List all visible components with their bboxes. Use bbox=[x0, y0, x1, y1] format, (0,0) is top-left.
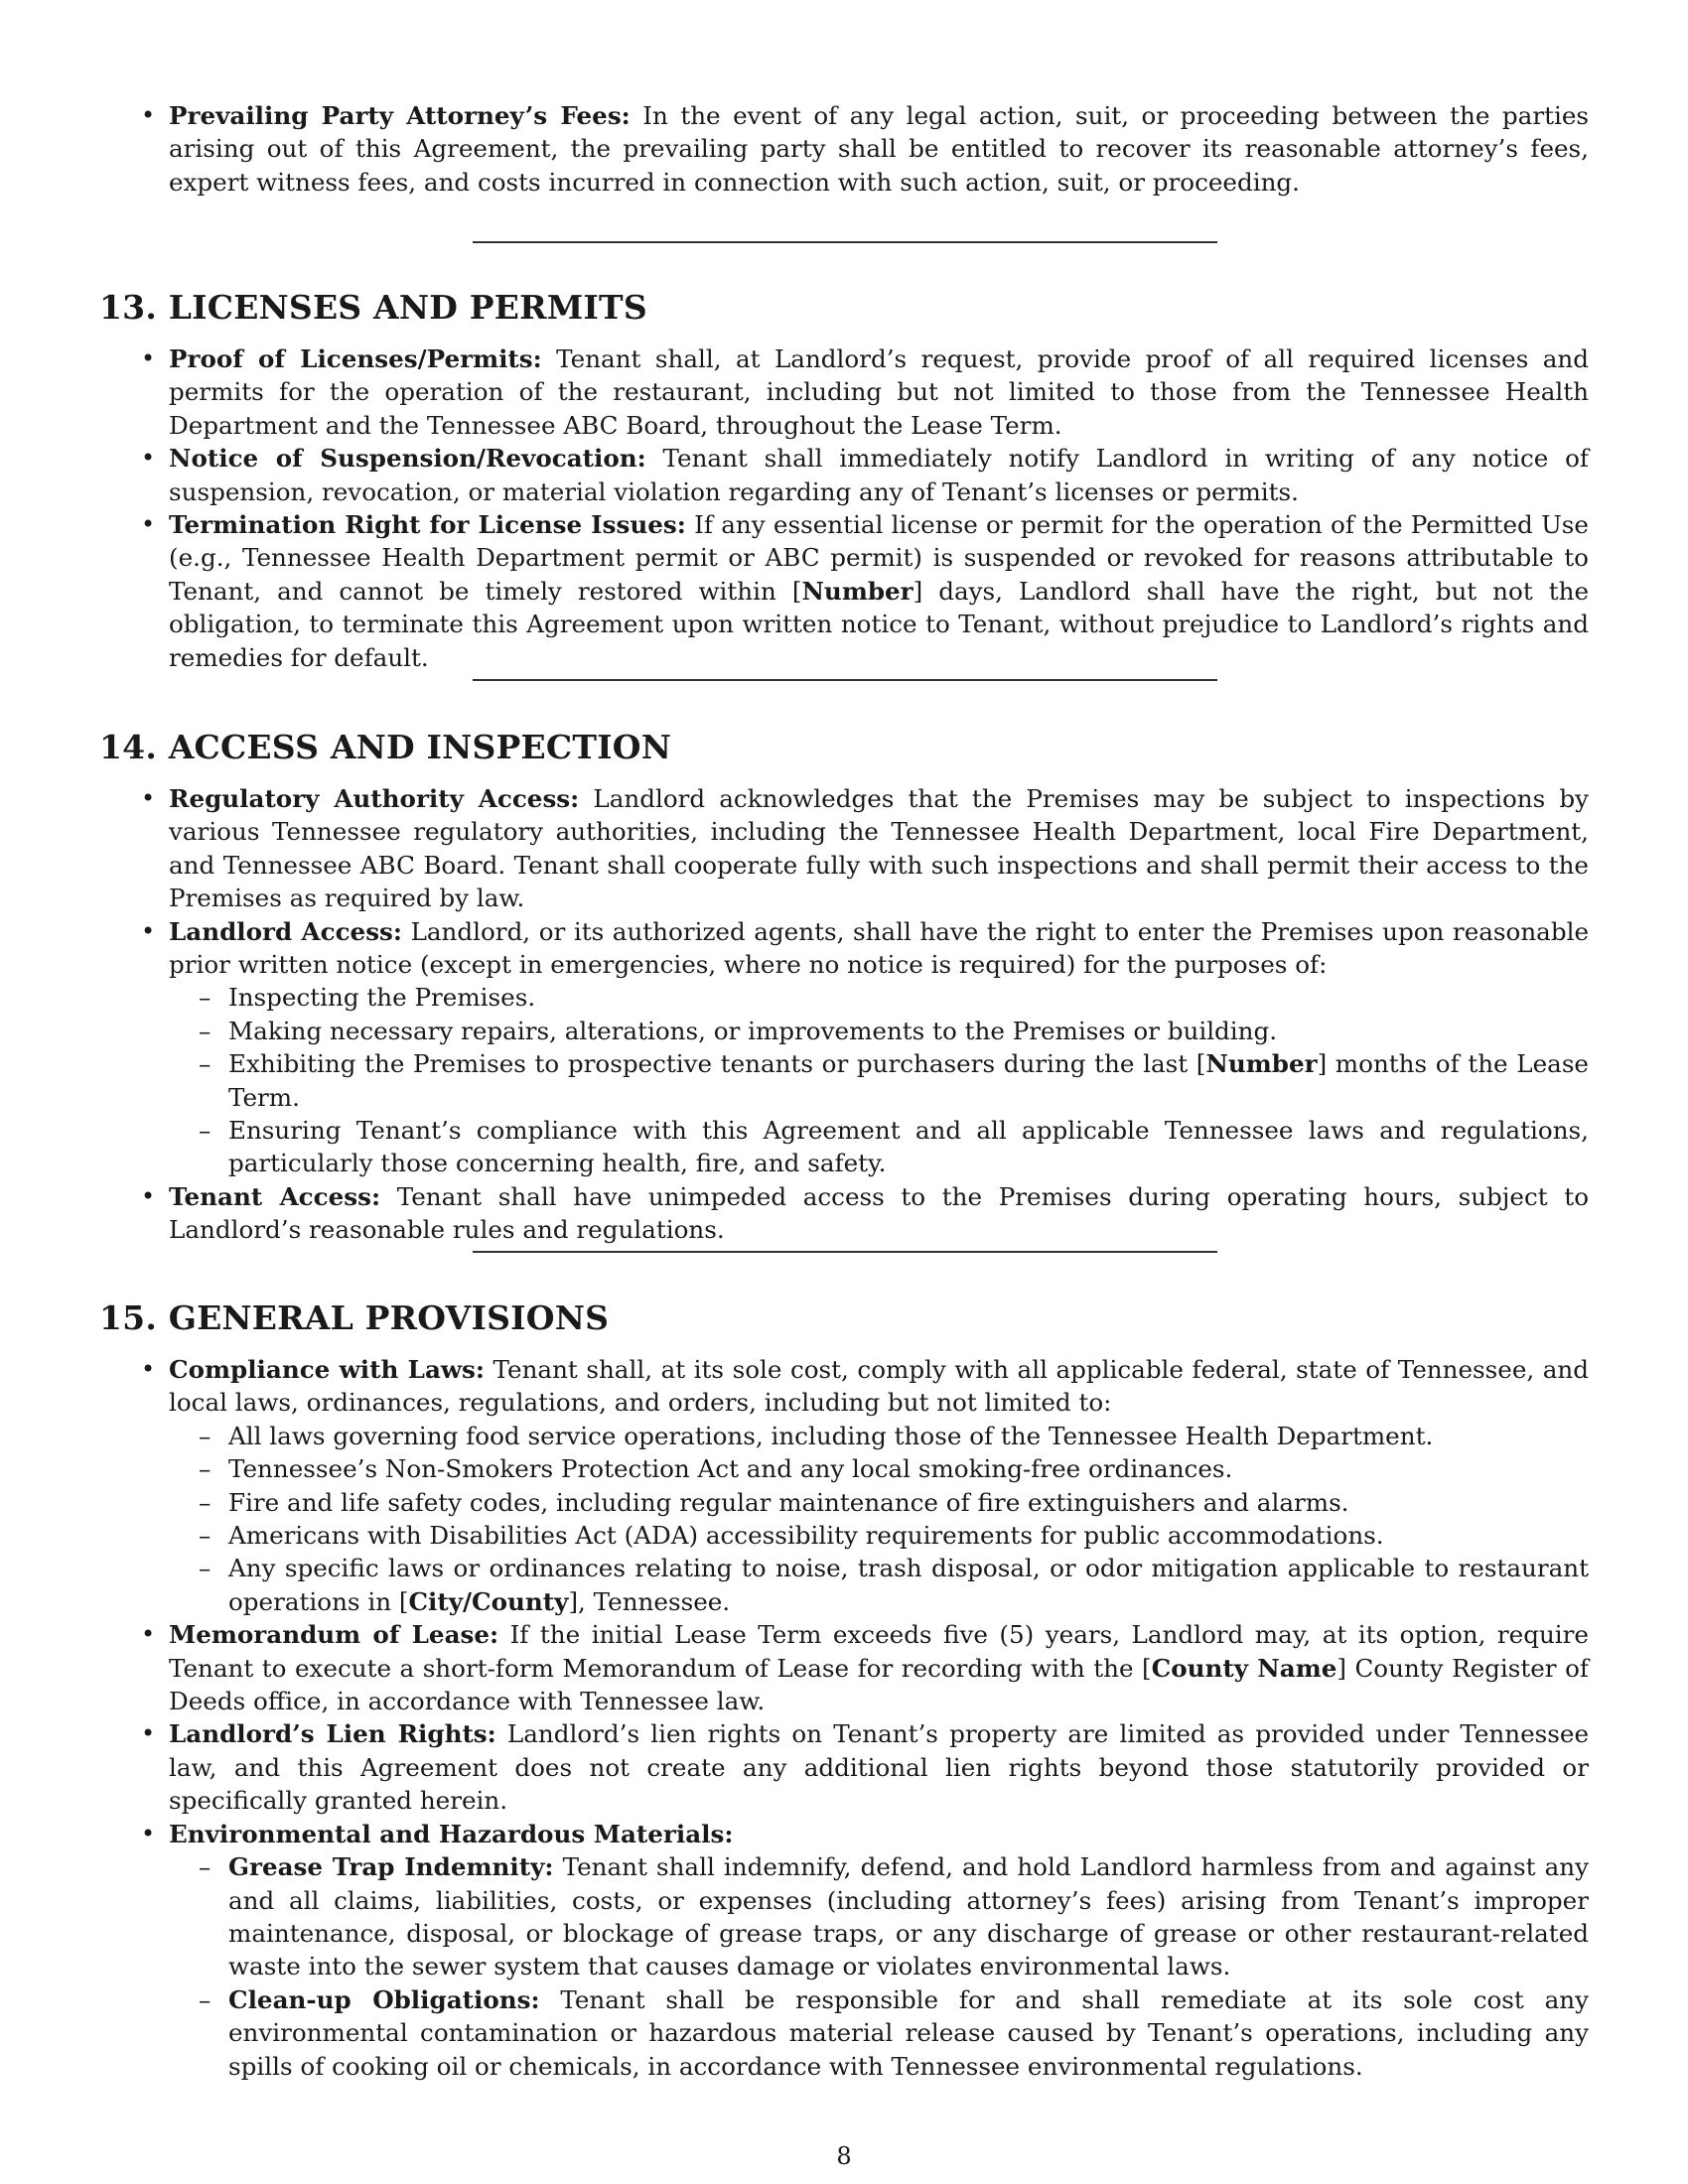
clause-text: Landlord acknowledges that the Premises may be subject to inspections by various Tennessee regulatory authorities, including the Tennessee Health Department, local Fire Department, and Tennessee ABC Board. Tenant shall cooperate fully with such inspections and shall permit their access to the Premises as required by law. bbox=[169, 784, 1589, 913]
clause-text: Landlord’s lien rights on Tenant’s property are limited as provided under Tennessee law, and this Agreement does not create any additional lien rights beyond those statutorily provided or specifically granted herein. bbox=[169, 1719, 1590, 1816]
clause-compliance-with-laws bbox=[169, 1353, 1589, 1618]
clause-text: Tenant shall immediately notify Landlord in writing of any notice of suspension, revocation, or material violation regarding any of Tenant’s licenses or permits. bbox=[169, 444, 1589, 506]
clause-text: In the event of any legal action, suit, or proceeding between the parties arising out of this Agreement, the prevailing party shall be entitled to recover its reasonable attorney’s fees, expert witness fees, and costs incurred in connection with such action, suit, or proceeding. bbox=[169, 101, 1590, 197]
clause-label: Landlord Access: bbox=[169, 916, 402, 946]
clause-landlord-access bbox=[169, 915, 1589, 1180]
section-15-list bbox=[169, 1353, 1589, 2083]
clause-proof-of-licenses bbox=[169, 342, 1589, 442]
clause-environmental bbox=[169, 1818, 1589, 2083]
placeholder-city-county: City/County bbox=[408, 1586, 569, 1616]
clause-text: Landlord, or its authorized agents, shall have the right to enter the Premises upon reasonable prior written notice (except in emergencies, where no notice is required) for the purposes of: bbox=[169, 916, 1589, 980]
clause-label: Proof of Licenses/Permits: bbox=[169, 344, 542, 373]
clause-label: Notice of Suspension/Revocation: bbox=[169, 444, 646, 474]
clause-attorney-fees bbox=[169, 99, 1589, 199]
clause-notice-of-suspension bbox=[169, 442, 1589, 508]
section-15-heading: 15. GENERAL PROVISIONS bbox=[99, 1298, 610, 1337]
sub-item bbox=[228, 1047, 1589, 1114]
compliance-sublist bbox=[169, 1420, 1589, 1618]
clause-label: Memorandum of Lease: bbox=[169, 1620, 499, 1650]
sub-item-text: Tenant shall be responsible for and shall remediate at its sole cost any environmental contamination or hazardous material release caused by Tenant’s operations, including any spills of cooking oil or chemicals, in accordance with Tennessee environmental regulations. bbox=[228, 1984, 1589, 2081]
clause-text: ] County Register of Deeds office, in accordance with Tennessee law. bbox=[169, 1653, 1589, 1716]
section-12-list bbox=[169, 99, 1589, 199]
landlord-access-sublist bbox=[169, 981, 1589, 1179]
section-divider bbox=[473, 679, 1217, 681]
section-14-list bbox=[169, 782, 1589, 1247]
sub-item-text: ], Tennessee. bbox=[568, 1586, 731, 1616]
sub-item-text: Tenant shall indemnify, defend, and hold Landlord harmless from and against any and all claims, liabilities, costs, or expenses (including attorney’s fees) arising from Tenant’s improper maintenance, disposal, or blockage of grease traps, or any discharge of grease or other restaurant-related waste into the sewer system that causes damage or violates environmental laws. bbox=[228, 1852, 1590, 1981]
sub-item: – Americans with Disabilities Act (ADA) accessibility requirements for public accommodations. bbox=[228, 1519, 1589, 1552]
sub-item bbox=[228, 1552, 1589, 1618]
clause-tenant-access bbox=[169, 1180, 1589, 1247]
sub-item-text: Exhibiting the Premises to prospective tenants or purchasers during the last [ bbox=[228, 1049, 1206, 1079]
placeholder-number: Number bbox=[801, 576, 914, 606]
clause-landlord-lien-rights bbox=[169, 1717, 1589, 1817]
clause-text: If any essential license or permit for the operation of the Permitted Use (e.g., Tennessee Health Department permit or ABC permit) is suspended or revoked for reasons attributable to Tenant, and cannot be timely restored within [ bbox=[169, 510, 1589, 606]
clause-label: Prevailing Party Attorney’s Fees: bbox=[169, 101, 631, 130]
clause-text: Tenant shall have unimpeded access to the Premises during operating hours, subject to Landlord’s reasonable rules and regulations. bbox=[169, 1181, 1590, 1245]
sub-item-text: Any specific laws or ordinances relating to noise, trash disposal, or odor mitigation applicable to restaurant operations in [ bbox=[228, 1554, 1589, 1616]
clause-text: ] days, Landlord shall have the right, but not the obligation, to terminate this Agreement upon written notice to Tenant, without prejudice to Landlord’s rights and remedies for default. bbox=[169, 576, 1589, 672]
clause-text: If the initial Lease Term exceeds five (5) years, Landlord may, at its option, require Tenant to execute a short-form Memorandum of Lease for recording with the [ bbox=[169, 1620, 1589, 1683]
section-14-heading: 14. ACCESS AND INSPECTION bbox=[99, 728, 672, 766]
sub-item-cleanup bbox=[228, 1983, 1589, 2083]
sub-item-label: Clean-up Obligations: bbox=[228, 1984, 540, 2014]
clause-termination-right bbox=[169, 508, 1589, 674]
clause-text: Tenant shall, at its sole cost, comply with all applicable federal, state of Tennessee, and local laws, ordinances, regulations, and orders, including but not limited to: bbox=[169, 1355, 1589, 1418]
sub-item-text: ] months of the Lease Term. bbox=[228, 1049, 1589, 1112]
section-13-list bbox=[169, 342, 1589, 674]
clause-text: Tenant shall, at Landlord’s request, provide proof of all required licenses and permits for the operation of the restaurant, including but not limited to those from the Tennessee Health Department and the Tennessee ABC Board, throughout the Lease Term. bbox=[169, 344, 1589, 440]
placeholder-county-name: County Name bbox=[1151, 1653, 1337, 1683]
clause-label: Tenant Access: bbox=[169, 1181, 381, 1211]
sub-item: – Ensuring Tenant’s compliance with this Agreement and all applicable Tennessee laws and regulations, particularly those concerning health, fire, and safety. bbox=[228, 1114, 1589, 1180]
clause-memorandum-of-lease bbox=[169, 1618, 1589, 1717]
clause-regulatory-access bbox=[169, 782, 1589, 915]
sub-item: – Tennessee’s Non-Smokers Protection Act and any local smoking-free ordinances. bbox=[228, 1452, 1589, 1485]
clause-label: Termination Right for License Issues: bbox=[169, 510, 686, 540]
sub-item: – Making necessary repairs, alterations, or improvements to the Premises or building. bbox=[228, 1015, 1589, 1047]
clause-label: Compliance with Laws: bbox=[169, 1355, 485, 1384]
sub-item: – Fire and life safety codes, including regular maintenance of fire extinguishers and alarms. bbox=[228, 1486, 1589, 1519]
clause-label: Environmental and Hazardous Materials: bbox=[169, 1819, 734, 1848]
section-divider bbox=[473, 241, 1217, 243]
section-divider bbox=[473, 1251, 1217, 1253]
clause-label: Regulatory Authority Access: bbox=[169, 784, 580, 813]
sub-item: – Inspecting the Premises. bbox=[228, 981, 1589, 1014]
page-number: 8 bbox=[836, 2142, 852, 2170]
section-13-heading: 13. LICENSES AND PERMITS bbox=[99, 288, 647, 327]
sub-item: – All laws governing food service operations, including those of the Tennessee Health Department. bbox=[228, 1420, 1589, 1452]
sub-item-grease-trap bbox=[228, 1850, 1589, 1983]
environmental-sublist bbox=[169, 1850, 1589, 2083]
placeholder-number: Number bbox=[1205, 1049, 1318, 1079]
clause-label: Landlord’s Lien Rights: bbox=[169, 1719, 496, 1749]
sub-item-label: Grease Trap Indemnity: bbox=[228, 1852, 554, 1882]
